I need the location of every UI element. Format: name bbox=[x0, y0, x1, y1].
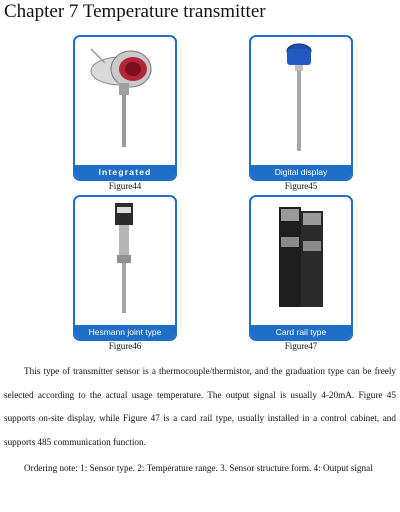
paragraph-ordering-note: Ordering note: 1: Sensor type. 2: Temperature range. 3. Sensor structure form. 4: Output signal bbox=[24, 463, 373, 473]
figure-caption: Figure47 bbox=[284, 341, 318, 351]
figure-card-integrated bbox=[73, 35, 177, 181]
figure-label: Digital display bbox=[251, 165, 351, 179]
figure-label: Hesmann joint type bbox=[75, 325, 175, 339]
digital-display-transmitter-image bbox=[251, 37, 351, 167]
figure-card-digital-display bbox=[249, 35, 353, 181]
figure-label: Integrated bbox=[75, 165, 175, 179]
card-rail-transmitter-image bbox=[251, 197, 351, 327]
figure-label: Card rail type bbox=[251, 325, 351, 339]
paragraph-description: This type of transmitter sensor is a thermocouple/thermistor, and the graduation type can be freely selected according to the actual usage temperature. The output signal is usually 4-20mA. Figure 45 supports on-site display, while Figure 47 is a card rail type, usually installed in a control cabinet, and supports 485 communication function. bbox=[4, 366, 396, 447]
figure-card-hesmann-joint bbox=[73, 195, 177, 341]
integrated-transmitter-image bbox=[75, 37, 175, 167]
figure-caption: Figure46 bbox=[108, 341, 142, 351]
body-text bbox=[4, 360, 396, 481]
figure-caption: Figure44 bbox=[108, 181, 142, 191]
figure-caption: Figure45 bbox=[284, 181, 318, 191]
figure-card-card-rail bbox=[249, 195, 353, 341]
chapter-title: Chapter 7 Temperature transmitter bbox=[4, 1, 266, 22]
hesmann-joint-transmitter-image bbox=[75, 197, 175, 327]
